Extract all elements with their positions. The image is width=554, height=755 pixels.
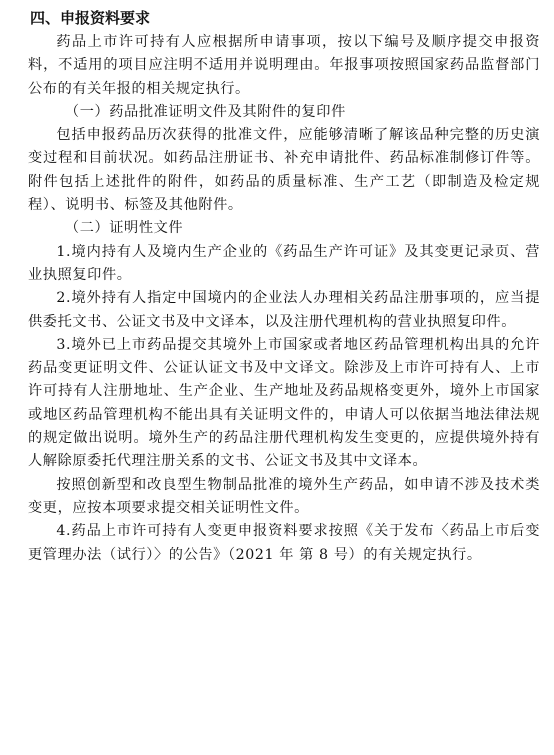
paragraph-intro: 药品上市许可持有人应根据所申请事项，按以下编号及顺序提交申报资料，不适用的项目应注明不适用并说明理由。年报事项按照国家药品监督部门公布的有关年报的相关规定执行。 (28, 34, 540, 97)
paragraph-item-4: 4.药品上市许可持有人变更申报资料要求按照《关于发布〈药品上市后变更管理办法（试行）〉的公告》（2021 年 第 8 号）的有关规定执行。 (28, 523, 540, 563)
paragraph-item-1: 1.境内持有人及境内生产企业的《药品生产许可证》及其变更记录页、营业执照复印件。 (28, 243, 540, 283)
paragraph-item-2: 2.境外持有人指定中国境内的企业法人办理相关药品注册事项的，应当提供委托文书、公证文书及中文译本，以及注册代理机构的营业执照复印件。 (28, 290, 540, 330)
paragraph-item-3: 3.境外已上市药品提交其境外上市国家或者地区药品管理机构出具的允许药品变更证明文件、公证认证文书及中文译文。除涉及上市许可持有人、上市许可持有人注册地址、生产企业、生产地址及药品规格变更外，境外上市国家或地区药品管理机构不能出具有关证明文件的，申请人可以依据当地法律法规的规定做出说明。境外生产的药品注册代理机构发生变更的，应提供境外持有人解除原委托代理注册关系的文书、公证文书及其中文译本。 (28, 336, 540, 470)
subheading-approval-documents: （一）药品批准证明文件及其附件的复印件 (64, 103, 346, 120)
section-heading: 四、申报资料要求 (30, 9, 151, 27)
subheading-certification-documents: （二）证明性文件 (64, 220, 184, 237)
paragraph-biologics-note: 按照创新型和改良型生物制品批准的境外生产药品，如申请不涉及技术类变更，应按本项要求提交相关证明性文件。 (28, 476, 540, 516)
paragraph-approval-documents: 包括申报药品历次获得的批准文件，应能够清晰了解该品种完整的历史演变过程和目前状况。如药品注册证书、补充申请批件、药品标准制修订件等。附件包括上述批件的附件，如药品的质量标准、生产工艺（即制造及检定规程）、说明书、标签及其他附件。 (28, 127, 540, 214)
